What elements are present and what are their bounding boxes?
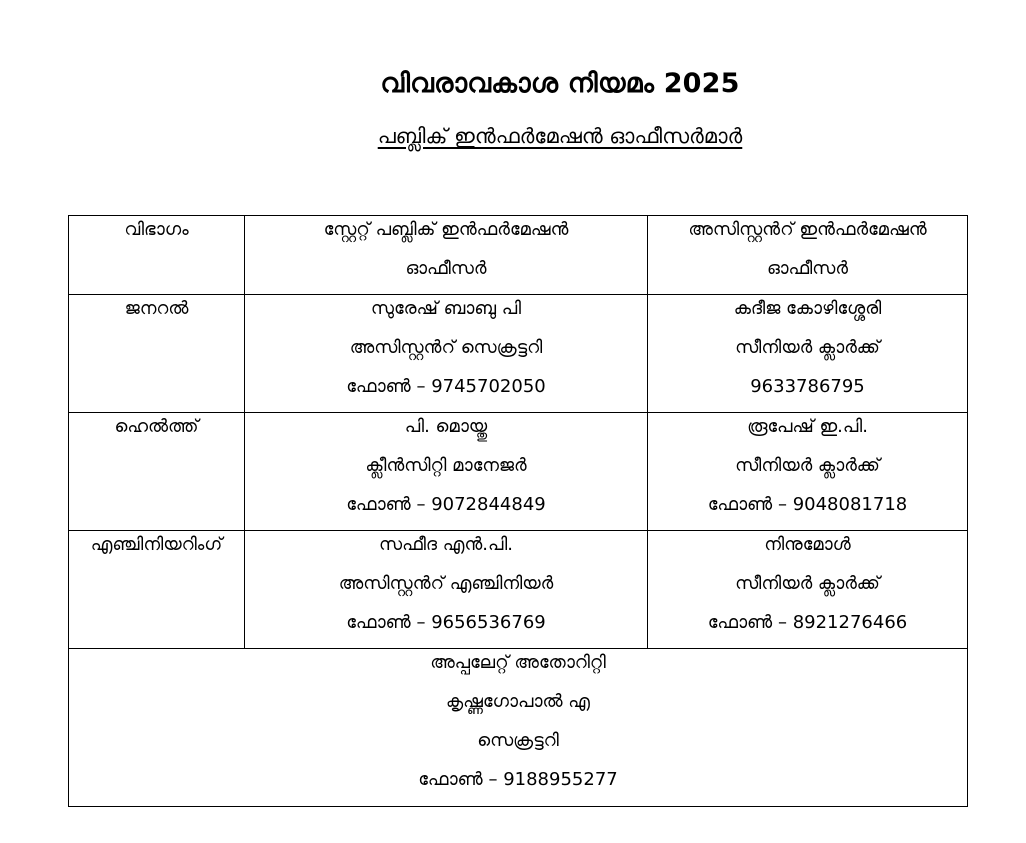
table-header-row	[69, 216, 968, 295]
header-spio	[245, 216, 648, 295]
apio-cell	[648, 295, 968, 413]
apio-cell	[648, 531, 968, 649]
department-name: ഹെൽത്ത്	[114, 416, 199, 437]
spio-phone: ഫോൺ – 9745702050	[346, 376, 546, 397]
department-cell	[69, 295, 245, 413]
apio-cell	[648, 413, 968, 531]
appellate-phone: ഫോൺ – 9188955277	[418, 769, 618, 790]
document-subtitle: പബ്ലിക് ഇൻഫർമേഷൻ ഓഫീസർമാർ	[377, 124, 743, 148]
apio-designation: സീനിയർ ക്ലാർക്ക്	[735, 573, 880, 594]
header-department	[69, 216, 245, 295]
department-name: ജനറൽ	[124, 298, 189, 319]
appellate-cell	[69, 649, 968, 807]
spio-name: സഫീദ എൻ.പി.	[379, 534, 513, 555]
document-title: വിവരാവകാശ നിയമം 2025	[380, 68, 740, 99]
spio-name: പി. മൊയ്തു	[404, 416, 488, 437]
spio-phone: ഫോൺ – 9072844849	[346, 494, 546, 515]
department-name: എഞ്ചിനിയറിംഗ്	[90, 534, 223, 555]
spio-designation: അസിസ്റ്റൻറ് സെക്രട്ടറി	[349, 337, 543, 358]
apio-phone: ഫോൺ – 8921276466	[707, 612, 908, 633]
apio-designation: സീനിയർ ക്ലാർക്ക്	[735, 337, 880, 358]
header-apio	[648, 216, 968, 295]
table-row-engineering	[69, 531, 968, 649]
spio-cell	[245, 531, 648, 649]
table-row-appellate	[69, 649, 968, 807]
apio-designation: സീനിയർ ക്ലാർക്ക്	[735, 455, 880, 476]
spio-designation: ക്ലീൻസിറ്റി മാനേജർ	[365, 455, 527, 476]
spio-designation: അസിസ്റ്റൻറ് എഞ്ചിനിയർ	[338, 573, 554, 594]
appellate-name: കൃഷ്ണഗോപാൽ എ	[446, 691, 590, 712]
header-spio-line1: സ്റ്റേറ്റ് പബ്ലിക് ഇൻഫർമേഷൻ	[323, 219, 569, 240]
department-cell	[69, 413, 245, 531]
apio-name: രൂപേഷ് ഇ.പി.	[747, 416, 868, 437]
appellate-heading: അപ്പലേറ്റ് അതോറിറ്റി	[430, 652, 606, 673]
department-cell	[69, 531, 245, 649]
table-row-health	[69, 413, 968, 531]
pio-table	[68, 215, 968, 807]
apio-phone: 9633786795	[750, 376, 865, 397]
apio-name: നിനുമോൾ	[764, 534, 851, 555]
spio-cell	[245, 295, 648, 413]
header-department-label: വിഭാഗം	[124, 219, 189, 240]
header-apio-line1: അസിസ്റ്റൻറ് ഇൻഫർമേഷൻ	[688, 219, 927, 240]
spio-cell	[245, 413, 648, 531]
appellate-designation: സെക്രട്ടറി	[477, 730, 559, 751]
apio-phone: ഫോൺ – 9048081718	[707, 494, 908, 515]
header-apio-line2: ഓഫീസർ	[767, 258, 848, 279]
table-row-general	[69, 295, 968, 413]
apio-name: കദീജ കോഴിശ്ശേരി	[733, 298, 882, 319]
header-spio-line2: ഓഫീസർ	[405, 258, 487, 279]
spio-name: സുരേഷ് ബാബു പി	[370, 298, 522, 319]
spio-phone: ഫോൺ – 9656536769	[346, 612, 546, 633]
